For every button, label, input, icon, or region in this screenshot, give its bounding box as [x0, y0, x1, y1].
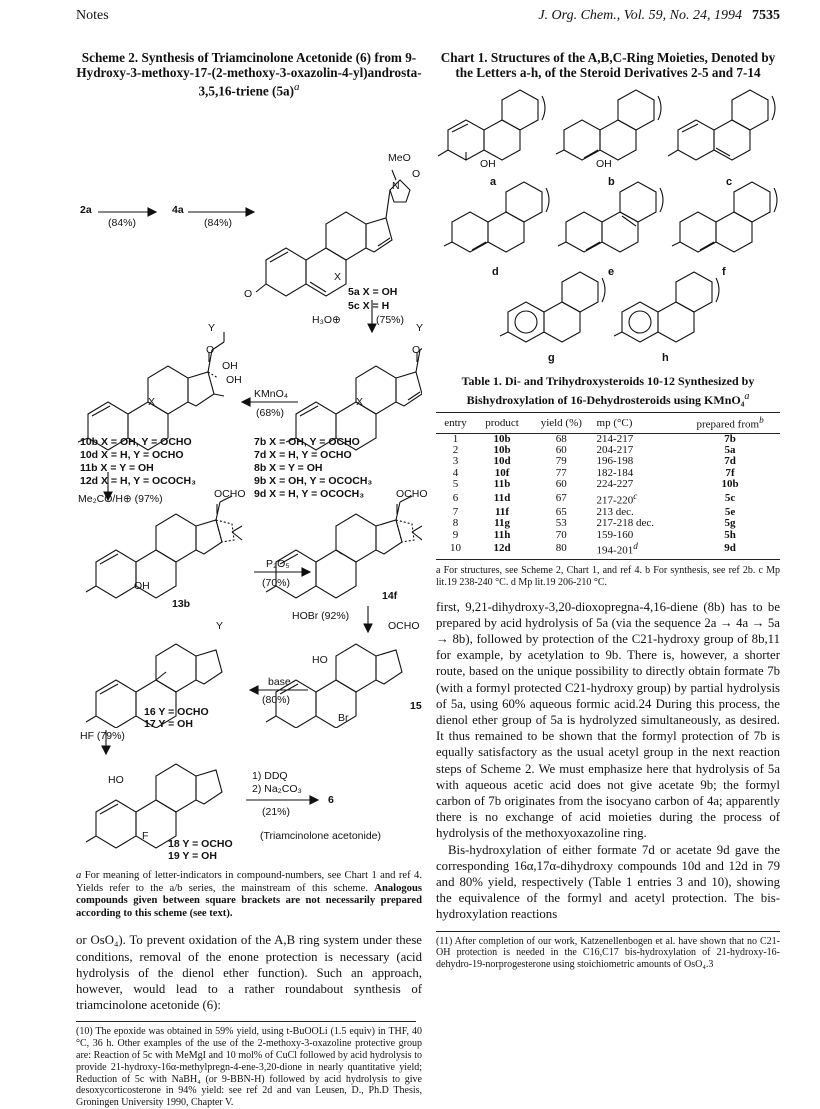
table-footnote: a For structures, see Scheme 2, Chart 1, and ref 4. b For synthesis, see ref 2b. c Mp lit.19 238-240 °C. d Mp lit.19 206-210 °C. — [436, 565, 780, 588]
yield-68: (68%) — [256, 407, 285, 420]
table-cell: 10 — [436, 541, 475, 560]
footnote-10: (10) The epoxide was obtained in 59% yield, using t-BuOOLi (1.5 equiv) in THF, 40 °C, 36 h. Other examples of the use of the 2-methoxy-3-oxazoline protective group are: Reaction of 5c with MeMgI and 10 mol% of CuCl followed by acid hydrolysis to provide 21-hydroxy-16α-methylpregn-4-ene-3,20-dione in nearly quantitative yield; Reduction of 5c with NaBH₄ (or 9-BBN-H) followed by acid hydrolysis to give desoxycorticosterone in 94% yield: see ref 2d and van Leusen, D., Ph.D Thesis, Groningen University 1990, Chapter V. — [76, 1026, 422, 1109]
y-7b: Y — [416, 322, 424, 335]
oh-b: OH — [596, 158, 612, 170]
letter-g: g — [548, 352, 555, 364]
y-16: Y — [216, 620, 224, 633]
oh-13b: OH — [134, 580, 150, 593]
right-body-p1: first, 9,21-dihydroxy-3,20-dioxopregna-4,16-diene (8b) has to be prepared by acid hydrolysis of 5a (via the sequence 2a → 4a → 5a → 8b), followed by protection of the C21-hydroxy group of 8b,11 for example, by acetylation to 9b. There is, however, a shorter route, based on the unique possibility to directly obtain formate 7b (with a formyl protected C21-hydroxy group) by partial hydrolysis of 5a, using 60% aqueous formic acid.24 During this process, the dienol ether group of 5a is hydrolyzed simultaneously, as desired. It thus remained to be shown that the formyl protection of 7b is equally satisfactory as the usual acetyl group in the next reaction steps of Scheme 2. We must emphasize here that hydrolysis of 5a with aqueous acetic acid does not give acetate 9b; the formyl carbon of 7b originates from the isocyano carbon of 4a; apparently there is no exchange of acid moieties during the process of hydrolysis of the methoxyoxazoline ring. — [436, 599, 780, 841]
oh-10b-2: OH — [226, 374, 242, 387]
triamcinolone-label: (Triamcinolone acetonide) — [260, 830, 382, 842]
letter-c: c — [726, 176, 733, 188]
cmpd-12d: 12d X = H, Y = OCOCH₃ — [80, 475, 196, 488]
table-cell: 194-201$^d$ — [594, 541, 681, 560]
ocho-14f: OCHO — [396, 488, 428, 501]
f-18: F — [142, 830, 149, 842]
x-7b: X — [356, 396, 364, 409]
hobr-reagent: HOBr (92%) — [292, 610, 350, 623]
table-cell: 70 — [555, 528, 567, 541]
table-cell: 6 — [452, 492, 459, 505]
table-cell: 79 — [555, 455, 567, 468]
kmno4-reagent: KMnO₄ — [254, 388, 289, 401]
x-10b: X — [148, 396, 156, 409]
table-cell: 9d — [680, 541, 780, 560]
table-cell: 9 — [452, 528, 459, 541]
table-cell: 196-198 — [596, 455, 634, 468]
hf-reagent: HF (79%) — [80, 730, 125, 742]
meo-label: MeO — [388, 152, 411, 165]
ho-18: HO — [108, 774, 124, 786]
o-5a: O — [244, 288, 253, 301]
table-cell: 5a — [724, 444, 736, 457]
oh-10b-1: OH — [222, 360, 238, 373]
scheme-lower — [76, 730, 422, 1109]
table-cell: 11g — [494, 517, 510, 530]
table-cell: 217-220$^c$ — [596, 490, 638, 507]
table-cell: 2 — [452, 444, 459, 457]
table-cell: 68 — [555, 432, 567, 445]
table-row — [436, 479, 780, 490]
table-cell: 214-217 — [596, 432, 634, 445]
table-cell: 5g — [724, 517, 736, 530]
table-1 — [436, 412, 780, 560]
table-header-row — [436, 413, 780, 434]
page-number: 7535 — [752, 8, 780, 23]
h3o-reagent: H₃O⊕ — [312, 314, 341, 327]
table-cell: 7d — [724, 455, 736, 468]
letter-h: h — [662, 352, 669, 364]
cmpd-7b: 7b X = OH, Y = OCHO — [254, 436, 360, 449]
table-cell: 80 — [529, 541, 593, 560]
th-product: product — [475, 413, 529, 434]
journal-citation: J. Org. Chem., Vol. 59, No. 24, 1994 — [538, 8, 742, 23]
me2co-reagent: Me₂CO/H⊕ (97%) — [78, 493, 163, 506]
table-cell: 10b — [721, 478, 739, 491]
x-5a: X — [334, 271, 342, 284]
table-cell: 7 — [452, 505, 459, 518]
na2co3-reagent: 2) Na₂CO₃ — [252, 783, 302, 795]
cmpd-9d: 9d X = H, Y = OCOCH₃ — [254, 488, 365, 501]
scheme-2-diagram — [76, 100, 428, 731]
footnote-11: (11) After completion of our work, Katzenellenbogen et al. have shown that no C21-OH protection is needed in the C16,C17 bis-hydroxylation of 21-hydroxy-16-dehydro-19-norprogesterone using stoichiometric amounts of OsO₄.3 — [436, 935, 780, 971]
scheme-structures — [76, 100, 422, 731]
cmpd-10b: 10b X = OH, Y = OCHO — [80, 436, 192, 449]
table-cell: 159-160 — [596, 528, 634, 541]
mp-footnote-mark: c — [633, 490, 638, 501]
table-cell: 53 — [555, 517, 567, 530]
cmpd-5a: 5a X = OH — [348, 286, 398, 299]
letter-d: d — [492, 266, 499, 278]
footnote-rule — [76, 1021, 416, 1022]
cmpd-4a: 4a — [172, 204, 184, 217]
table-row — [436, 518, 780, 529]
cmpd-9b: 9b X = OH, Y = OCOCH₃ — [254, 475, 373, 488]
ho-15: HO — [312, 654, 328, 667]
ocho-13b: OCHO — [214, 488, 246, 501]
table-cell: 7f — [725, 466, 735, 479]
table-cell: 10b — [493, 432, 511, 445]
table-cell: 60 — [555, 444, 567, 457]
ddq-reagent: 1) DDQ — [252, 770, 288, 782]
footnote-rule-right — [436, 931, 780, 932]
cmpd-13b: 13b — [172, 598, 191, 611]
cmpd-2a: 2a — [80, 204, 92, 217]
cmpd-15: 15 — [410, 700, 422, 713]
table-cell: 217-218 dec. — [596, 517, 654, 530]
table-cell: 1 — [452, 432, 459, 445]
cmpd-7d: 7d X = H, Y = OCHO — [254, 449, 352, 462]
oxazoline-o: O — [412, 168, 421, 181]
chart-1-structures — [436, 80, 780, 364]
cmpd-14f: 14f — [382, 590, 398, 603]
table-cell: 3 — [452, 455, 459, 468]
table-cell: 213 dec. — [596, 505, 634, 518]
chart-structures-svg — [436, 80, 780, 352]
th-prepared: prepared from$^b$ — [680, 413, 780, 434]
table-cell: 11b — [493, 478, 511, 491]
table-row — [436, 541, 780, 560]
o-10b: O — [206, 344, 215, 357]
table-cell: 10b — [493, 444, 511, 457]
br-15: Br — [338, 712, 349, 725]
running-head-left: Notes — [76, 8, 109, 23]
th-entry: entry — [436, 413, 475, 434]
right-body-p2: Bis-hydroxylation of either formate 7d or acetate 9d gave the corresponding 16α,17α-dihydroxy compounds 10d and 12d in 79 and 80% yield, respectively (Table 1 entries 3 and 10), showing the equivalence of the formyl and acetyl protection. The bis-hydroxylation reactions — [436, 842, 780, 922]
letter-e: e — [608, 266, 615, 278]
table-cell: 5h — [724, 528, 736, 541]
running-head-right — [538, 8, 780, 24]
letter-f: f — [722, 266, 726, 278]
y-10b: Y — [208, 322, 216, 335]
cmpd-17: 17 Y = OH — [144, 718, 193, 731]
cmpd-6: 6 — [328, 794, 334, 806]
table-cell: 12d — [475, 541, 529, 560]
table-cell: 11f — [495, 505, 510, 518]
ocho-15: OCHO — [388, 620, 420, 633]
letter-a: a — [490, 176, 497, 188]
table-cell: 204-217 — [596, 444, 634, 457]
cmpd-16: 16 Y = OCHO — [144, 706, 209, 719]
table-cell: 182-184 — [596, 466, 634, 479]
yield-2: (84%) — [204, 217, 233, 230]
scheme-footnote: a For meaning of letter-indicators in compound-numbers, see Chart 1 and ref 4. Yields refer to the a/b series, the mainstream of this scheme. Analogous compounds given between square brackets are not necessarily prepared according to this scheme (see text). — [76, 870, 422, 919]
table-cell: 65 — [555, 505, 567, 518]
yield-75: (75%) — [376, 314, 405, 327]
table-cell: 11h — [493, 528, 511, 541]
cmpd-18: 18 Y = OCHO — [168, 838, 233, 850]
base-reagent: base — [268, 676, 291, 689]
yield-70: (70%) — [262, 577, 291, 590]
cmpd-10d: 10d X = H, Y = OCHO — [80, 449, 184, 462]
yield-80: (80%) — [262, 694, 291, 707]
left-column — [76, 50, 428, 1109]
table-cell: 5c — [724, 492, 736, 505]
right-column — [436, 50, 780, 971]
cmpd-19: 19 Y = OH — [168, 850, 217, 862]
table-cell: 224-227 — [596, 478, 634, 491]
table-row — [436, 491, 780, 507]
table-cell: 60 — [555, 478, 567, 491]
th-yield: yield (%) — [529, 413, 593, 434]
table-title: Table 1. Di- and Trihydroxysteroids 10-12 Synthesized by Bishydroxylation of 16-Dehydrosteroids using KMnO₄$^a$ — [461, 374, 755, 407]
mp-footnote-mark: d — [633, 540, 638, 551]
o-7b: O — [412, 344, 421, 357]
p2o5-reagent: P₂O₅ — [266, 558, 290, 571]
table-cell: 11d — [493, 492, 511, 505]
table-cell: 77 — [555, 466, 567, 479]
table-row — [436, 530, 780, 541]
table-cell: 5e — [724, 505, 736, 518]
cmpd-5c: 5c X = H — [348, 300, 390, 313]
oxazoline-n: N — [392, 180, 400, 193]
left-body-text: or OsO₄). To prevent oxidation of the A,B ring system under these conditions, removal of the enone protection is necessary (acid hydrolysis of the dienol ether function). Such an approach, however, would lead to a rather roundabout synthesis of triamcinolone acetonide (6): — [76, 933, 422, 1013]
yield-1: (84%) — [108, 217, 137, 230]
scheme-title: Scheme 2. Synthesis of Triamcinolone Acetonide (6) from 9-Hydroxy-3-methoxy-17-(2-methoxy-3-oxazolin-4-yl)androsta-3,5,16-triene $(5a)^a$ — [76, 50, 422, 99]
table-cell: 10d — [493, 455, 511, 468]
oh-a: OH — [480, 158, 496, 170]
cmpd-8b: 8b X = Y = OH — [254, 462, 323, 475]
table-cell: 10f — [494, 466, 510, 479]
table-cell: 4 — [452, 466, 459, 479]
th-mp: mp (°C) — [594, 413, 681, 434]
table-cell: 67 — [555, 492, 567, 505]
table-cell: 5 — [452, 478, 459, 491]
letter-b: b — [608, 176, 615, 188]
table-cell: 7b — [724, 432, 736, 445]
table-cell: 8 — [452, 517, 459, 530]
cmpd-11b: 11b X = Y = OH — [80, 462, 154, 475]
yield-21: (21%) — [262, 806, 291, 818]
chart-title: Chart 1. Structures of the A,B,C-Ring Moieties, Denoted by the Letters a-h, of the Steroid Derivatives 2-5 and 7-14 — [440, 50, 776, 80]
